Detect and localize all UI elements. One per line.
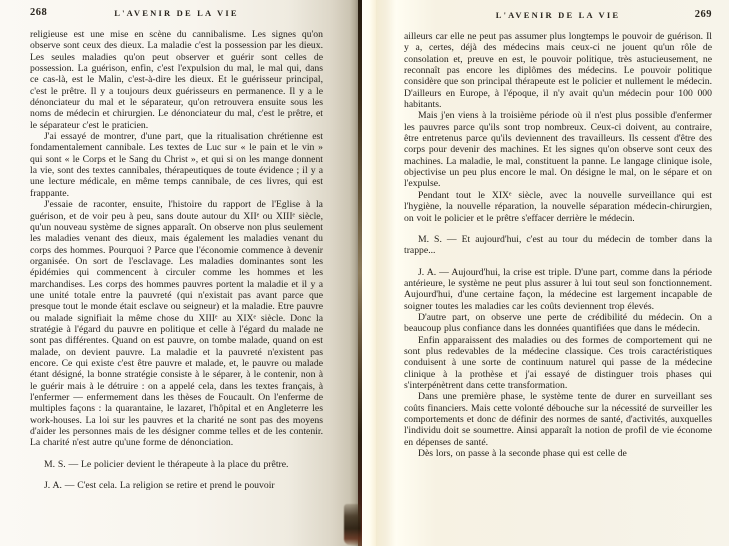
- page-right-text: [404, 31, 712, 543]
- page-right-content: [396, 0, 729, 546]
- paragraph: Dans une première phase, le système tente de durer en surveillant ses coûts financiers. Mais cette volonté débouche sur la nécessité de surveiller les comportements et donc de définir des normes de santé, d'activités, auxquelles l'individu doit se soumettre. Ainsi apparaît la notion de profil de vie économe en dépenses de santé.: [404, 391, 712, 448]
- paragraph: Enfin apparaissent des maladies ou des formes de comportement qui ne sont plus redevables de la médecine classique. Ces trois caractéristiques conduisent à une sorte de continuum naturel qui passe de la médecine clinique à la prothèse et j'ai essayé de distinguer trois phases qui s'interpénètrent dans cette transformation.: [404, 334, 712, 391]
- right-page-edge: [376, 0, 396, 546]
- spine-highlight: [362, 0, 376, 546]
- paragraph: J'essaie de raconter, ensuite, l'histoire du rapport de l'Eglise à la guérison, et de voir peu à peu, sans doute autour du XIIᵉ ou XIIIᵉ siècle, qu'un nouveau système de signes apparaît. On observe non plus seulement les maladies venant des dieux, mais également les maladies venant du corps des hommes. Pourquoi ? Parce que l'économie commence à devenir organisée. On sort de l'esclavage. Les maladies dominantes sont les épidémies qui commencent à circuler comme les hommes et les marchandises. Les corps des hommes pauvres portent la maladie et il y a une unité totale entre la pauvreté (qui n'existait pas avant parce que presque tout le monde était esclave ou seigneur) et la maladie. Etre pauvre ou malade signifiait la même chose du XIIIᵉ au XIXᵉ siècle. Donc la stratégie à l'égard du pauvre en politique et celle à l'égard du malade ne sont pas différentes. Quand on est pauvre, on tombe malade, quand on est malade, on devient pauvre. La maladie et la pauvreté n'existent pas encore. Ce qui existe c'est être pauvre et malade, et, le pauvre ou malade étant désigné, la bonne stratégie consiste à le séparer, à le contenir, non à le guérir mais à le détruire : on a appelé cela, dans les textes français, à l'enfermer — enfermement dans les thèses de Foucault. On l'enferme de multiples façons : la quarantaine, le lazaret, l'hôpital et en Angleterre les work-houses. La loi sur les pauvres et la charité ne sont pas des moyens d'aider les personnes mais de les désigner comme telles et de les contenir. La charité n'est autre qu'une forme de dénonciation.: [30, 199, 323, 449]
- page-number-right: 269: [694, 9, 712, 20]
- left-page-curl-shadow: [350, 0, 358, 546]
- running-title-right: L'AVENIR DE LA VIE: [495, 10, 621, 20]
- paragraph: M. S. — Le policier devient le thérapeute à la place du prêtre.: [44, 458, 289, 470]
- page-number-left: 268: [30, 7, 48, 18]
- spine-bottom-shadow: [344, 504, 361, 545]
- book-spine-gutter: [350, 0, 396, 546]
- paragraph: J. A. — Aujourd'hui, la crise est triple. D'une part, comme dans la période antérieure, le système ne peut plus assurer à lui tout seul son fonctionnement. Aujourd'hui, d'une certaine façon, la médecine est largement incapable de soigner toutes les maladies car les coûts deviennent trop élevés.: [404, 266, 712, 312]
- page-right-header: [404, 10, 712, 24]
- paragraph: ailleurs car elle ne peut pas assumer plus longtemps le pouvoir de guérison. Il y a, certes, déjà des médecins mais ceux-ci ne jouent qu'un rôle de consolation et, preuve en est, le pouvoir politique, très astucieusement, ne reconnaît pas encore les diplômes des médecins. Le pouvoir politique considère que son principal thérapeute est le policier et nullement le médecin. D'ailleurs en Europe, à l'époque, il n'y avait qu'un médecin pour 100 000 habitants.: [404, 31, 712, 111]
- page-left: [0, 0, 352, 546]
- paragraph: M. S. — Et aujourd'hui, c'est au tour du médecin de tomber dans la trappe...: [404, 233, 712, 257]
- page-left-text: [30, 29, 323, 541]
- page-right: [396, 0, 729, 546]
- paragraph: Mais j'en viens à la troisième période où il n'est plus possible d'enfermer les pauvres parce qu'ils sont trop nombreux. Ceux-ci doivent, au contraire, être entretenus parce qu'ils deviennent des travailleurs. Ils cessent d'être des corps pour devenir des machines. Et les signes qu'on observe sont ceux des machines. La maladie, le mal, constituent la panne. Le langage clinique isole, objectivise un peu plus encore le mal. On désigne le mal, on le sépare et on l'expulse.: [404, 110, 712, 190]
- page-left-header: [30, 8, 323, 22]
- paragraph: D'autre part, on observe une perte de crédibilité du médecin. On a beaucoup plus confiance dans les données quantifiées que dans le médecin.: [404, 311, 712, 335]
- page-left-content: [0, 0, 352, 546]
- photo-background-margin: [0, 546, 729, 558]
- paragraph: J. A. — C'est cela. La religion se retire et prend le pouvoir: [44, 480, 275, 492]
- running-title-left: L'AVENIR DE LA VIE: [114, 8, 239, 18]
- paragraph: religieuse est une mise en scène du cannibalisme. Les signes qu'on observe sont ceux des dieux. La maladie c'est la possession par les dieux. Les seules maladies qu'on peut observer et guérir sont celles de possession. La guérison, enfin, c'est l'expulsion du mal, le mal qui, dans ce cas-là, est le Malin, c'est-à-dire les dieux. Et le guérisseur principal, c'est le prêtre. Il y a toujours deux guérisseurs en permanence. Il y a le dénonciateur du mal et le séparateur, qu'on retrouvera ensuite sous les noms de médecin et chirurgien. Le dénonciateur du mal, c'est le prêtre, et le séparateur c'est le praticien.: [30, 29, 323, 131]
- paragraph: J'ai essayé de montrer, d'une part, que la ritualisation chrétienne est fondamentalement cannibale. Les textes de Luc sur « le pain et le vin » qui sont « le Corps et le Sang du Christ », et qui si on les mange donnent la vie, sont des textes cannibales, thérapeutiques de toute évidence ; il y a une lecture médicale, en même temps cannibale, de ces livres, qui est frappante.: [30, 131, 323, 199]
- paragraph: Pendant tout le XIXᵉ siècle, avec la nouvelle surveillance qui est l'hygiène, la nouvelle réparation, la nouvelle séparation médecin-chirurgien, on voit le policier et le prêtre s'effacer derrière le médecin.: [404, 189, 712, 224]
- paragraph: Dès lors, on passe à la seconde phase qui est celle de: [418, 448, 627, 460]
